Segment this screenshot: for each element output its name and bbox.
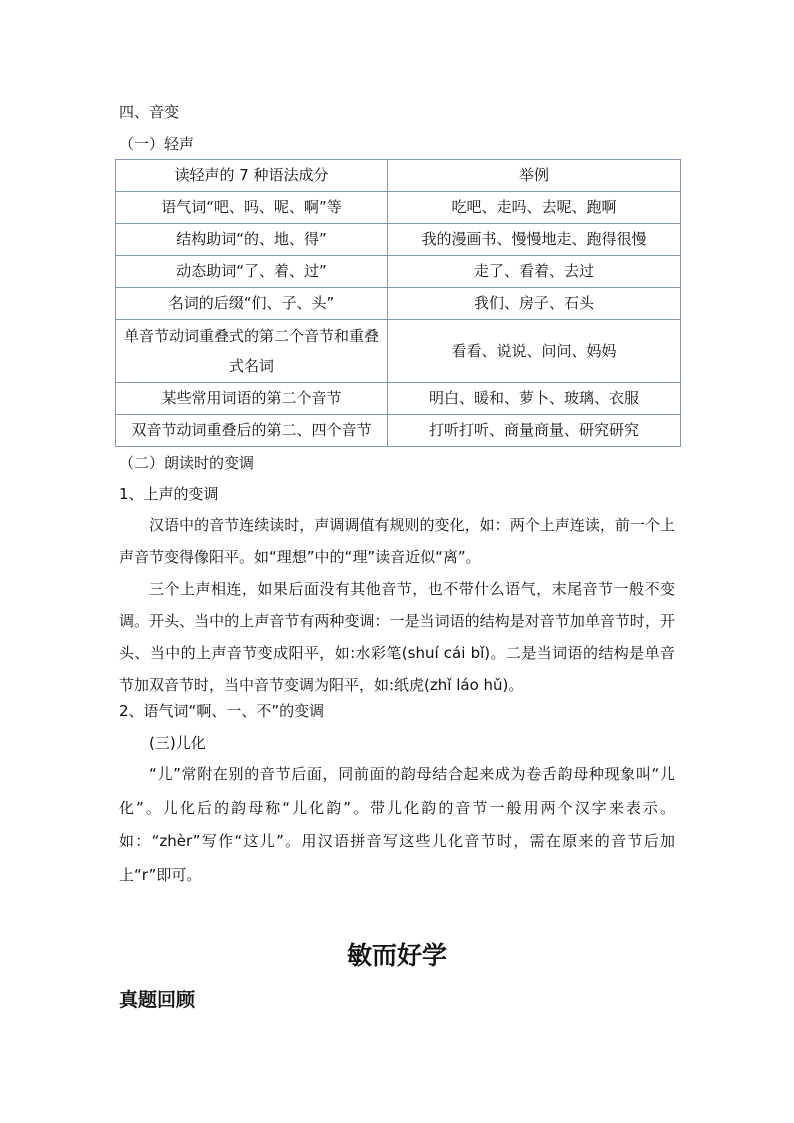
paragraph-shangsheng: [119, 509, 675, 573]
table-cell: 走了、看着、去过: [388, 256, 681, 288]
paragraph-sange-shangsheng: [119, 573, 675, 701]
table-cell: 打听打听、商量商量、研究研究: [388, 415, 681, 447]
section-title: 真题回顾: [119, 989, 196, 1011]
table-cell: 动态助词“了、着、过”: [116, 256, 388, 288]
table-cell: 语气词“吧、吗、呢、啊”等: [116, 192, 388, 224]
item-heading-a-yi-bu: 2、语气词“啊、一、不”的变调: [119, 702, 325, 720]
section-heading: 四、音变: [119, 103, 180, 121]
subsection-heading-erhua: (三)儿化: [149, 734, 206, 752]
table-header-cell: 举例: [388, 160, 681, 192]
paragraph-text: 汉语中的音节连续读时，声调调值有规则的变化，如：两个上声连读，前一个上声音节变得像阳平。如“理想”中的“理”读音近似“离”。: [119, 516, 675, 566]
paragraph-text: “儿”常附在别的音节后面，同前面的韵母结合起来成为卷舌韵母种现象叫“儿化”。儿化后的韵母称“儿化韵”。带儿化韵的音节一般用两个汉字来表示。如：“zhèr”写作“这儿”。用汉语拼音写这些儿化音节时，需在原来的音节后加上“r”即可。: [119, 765, 675, 884]
table-header-row: [116, 160, 681, 192]
qingsheng-table: [115, 159, 681, 447]
table-row: [116, 415, 681, 447]
table-cell: 我们、房子、石头: [388, 288, 681, 320]
table-cell: 看看、说说、问问、妈妈: [388, 320, 681, 383]
table-cell: 某些常用词语的第二个音节: [116, 383, 388, 415]
table-cell: 单音节动词重叠式的第二个音节和重叠式名词: [116, 320, 388, 383]
paragraph-text: 三个上声相连，如果后面没有其他音节，也不带什么语气，末尾音节一般不变调。开头、当中的上声音节有两种变调：一是当词语的结构是对音节加单音节时，开头、当中的上声音节变成阳平，如:水彩笔(shuí cái bǐ)。二是当词语的结构是单音节加双音节时，当中音节变调为阳平，如:纸虎(zhǐ láo hǔ)。: [119, 580, 675, 694]
table-row: [116, 192, 681, 224]
table-row: [116, 256, 681, 288]
table-row: [116, 383, 681, 415]
chapter-title: 敏而好学: [346, 941, 447, 970]
table-cell: 明白、暖和、萝卜、玻璃、衣服: [388, 383, 681, 415]
subsection-heading-qingsheng: （一）轻声: [119, 135, 195, 153]
table-cell: 名词的后缀“们、子、头”: [116, 288, 388, 320]
table-row: [116, 288, 681, 320]
table-cell: 双音节动词重叠后的第二、四个音节: [116, 415, 388, 447]
table-header-cell: 读轻声的 7 种语法成分: [116, 160, 388, 192]
paragraph-erhua: [119, 758, 675, 892]
table-cell: 吃吧、走吗、去呢、跑啊: [388, 192, 681, 224]
table-row: [116, 224, 681, 256]
table-cell: 我的漫画书、慢慢地走、跑得很慢: [388, 224, 681, 256]
table-cell: 结构助词“的、地、得”: [116, 224, 388, 256]
subsection-heading-biandiao: （二）朗读时的变调: [119, 454, 255, 472]
item-heading-shangsheng: 1、上声的变调: [119, 485, 219, 503]
table-row: [116, 320, 681, 383]
